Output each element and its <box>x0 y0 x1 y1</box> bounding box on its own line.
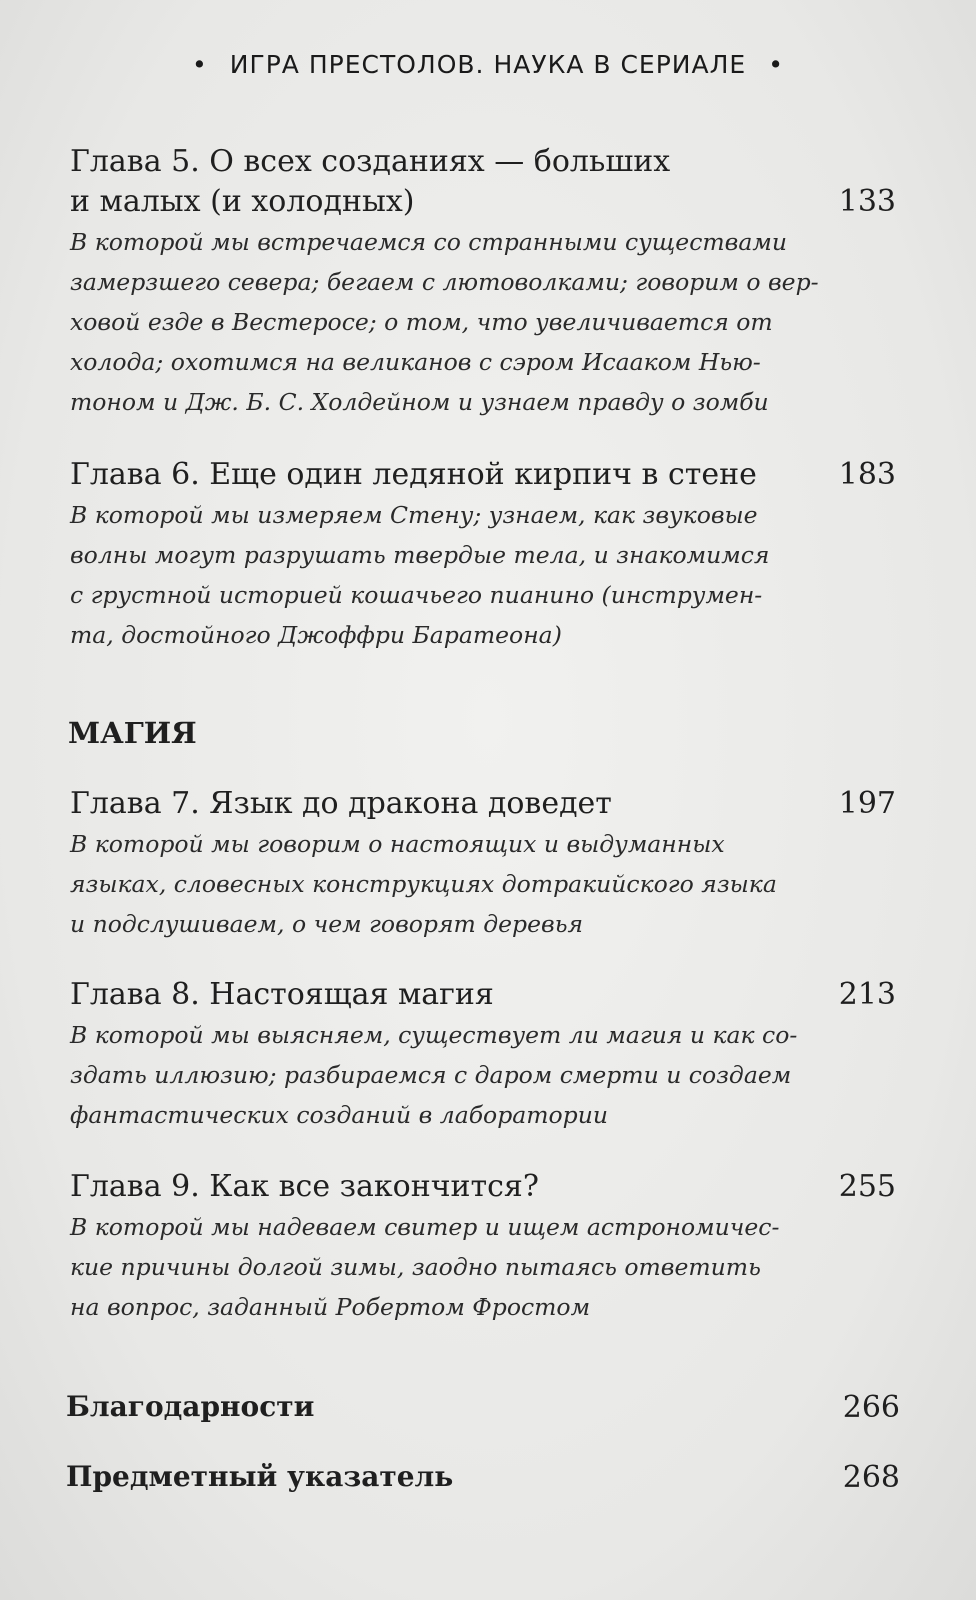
chapter-title: Глава 8. Настоящая магия 213 <box>70 975 876 1015</box>
toc-entry-chapter-9 <box>70 1167 896 1327</box>
running-header <box>0 50 976 79</box>
page-number: 213 <box>838 977 896 1012</box>
page-number: 197 <box>838 786 896 821</box>
toc-entry-chapter-7 <box>70 784 896 944</box>
chapter-description: В которой мы надеваем свитер и ищем астрономичес- кие причины долгой зимы, заодно пытаясь ответить на вопрос, заданный Робертом Фростом <box>70 1213 780 1321</box>
header-bullet-left: • <box>192 50 208 79</box>
toc-entry-index: Предметный указатель 268 <box>66 1460 900 1495</box>
chapter-description: В которой мы выясняем, существует ли магия и как со- здать иллюзию; разбираемся с даром смерти и создаем фантастических созданий в лаборатории <box>70 1021 798 1129</box>
page-number: 268 <box>842 1460 900 1495</box>
toc-entry-chapter-6 <box>70 455 896 655</box>
section-heading: МАГИЯ <box>68 716 197 750</box>
toc-entry-chapter-8 <box>70 975 896 1135</box>
chapter-description: В которой мы измеряем Стену; узнаем, как звуковые волны могут разрушать твердые тела, и знакомимся с грустной историей кошачьего пианино (инструмен- та, достойного Джоффри Баратеона) <box>70 501 770 649</box>
chapter-title: Глава 9. Как все закончится? 255 <box>70 1167 876 1207</box>
header-title: ИГРА ПРЕСТОЛОВ. НАУКА В СЕРИАЛЕ <box>229 50 747 79</box>
page-number: 183 <box>838 457 896 492</box>
chapter-description: В которой мы говорим о настоящих и выдуманных языках, словесных конструкциях дотракийского языка и подслушиваем, о чем говорят деревья <box>70 830 777 938</box>
page-number: 133 <box>838 184 896 219</box>
chapter-title: Глава 7. Язык до дракона доведет 197 <box>70 784 876 824</box>
header-bullet-right: • <box>768 50 784 79</box>
chapter-description: В которой мы встречаемся со странными существами замерзшего севера; бегаем с лютоволками; говорим о вер- ховой езде в Вестеросе; о том, что увеличивается от холода; охотимся на великанов с сэром Исааком Нью- тоном и Дж. Б. С. Холдейном и узнаем правду о зомби <box>70 228 819 416</box>
page-number: 266 <box>842 1390 900 1425</box>
chapter-title: Глава 6. Еще один ледяной кирпич в стене 183 <box>70 455 876 495</box>
toc-entry-chapter-5 <box>70 142 896 422</box>
chapter-title: Глава 5. О всех созданиях — больших и малых (и холодных) 133 <box>70 142 876 222</box>
page-number: 255 <box>838 1169 896 1204</box>
toc-entry-acknowledgements: Благодарности 266 <box>66 1390 900 1425</box>
